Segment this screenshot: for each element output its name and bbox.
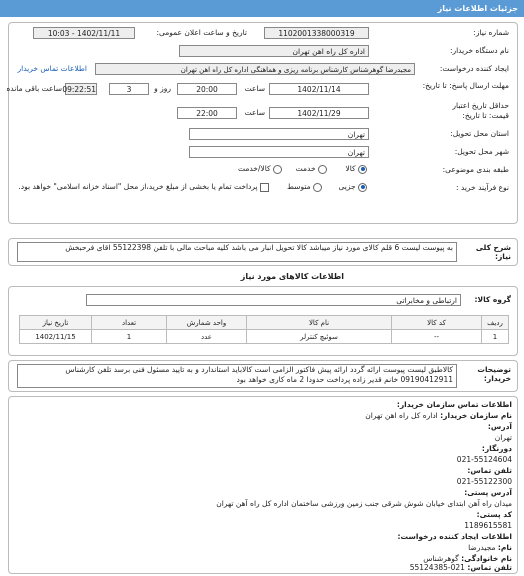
contact-phone xyxy=(482,444,512,453)
validity-time-field: 22:00 xyxy=(177,107,237,119)
radio-icon xyxy=(358,165,367,174)
buyer-notes-field: کالاطبق لیست پیوست ارائه گردد ارائه پیش فاکتور الزامی است کالاباید استاندارد و به تایید مسئول فنی برسد تلفن کارشناس 09190412911 خانم قدیر زاده پرداخت حدودا 2 ماه کاری خواهد بود xyxy=(17,364,457,388)
buyer-notes-label: توضیحات خریدار: xyxy=(477,365,511,383)
validity-time-label: ساعت xyxy=(244,108,265,117)
purchase-option-medium[interactable] xyxy=(287,182,322,192)
contact-title: اطلاعات تماس سازمان خریدار: xyxy=(396,400,512,409)
summary-field: به پیوست لیست 6 قلم کالای مورد نیاز میباشد کالا تحویل انبار می باشد کلیه مباحث مالی با تلفن 55122398 اقای فرحبخش xyxy=(17,242,457,262)
purchase-type-label: نوع فرآیند خرید : xyxy=(455,183,509,192)
goods-panel xyxy=(8,286,518,356)
creator-family-value: گوهرشناس xyxy=(423,554,459,563)
summary-panel xyxy=(8,238,518,266)
creator-family xyxy=(423,554,512,563)
announce-date-field: 1402/11/11 - 10:03 xyxy=(33,27,135,39)
summary-label: شرح کلی نیاز: xyxy=(475,243,511,261)
table-header-row xyxy=(20,316,509,330)
goods-table xyxy=(19,315,509,344)
need-info-panel xyxy=(8,22,518,224)
contact-org-value: اداره کل راه اهن تهران xyxy=(365,411,438,420)
days-field: 3 xyxy=(109,83,149,95)
column-header: تاریخ نیاز xyxy=(20,316,92,330)
table-cell: -- xyxy=(392,330,482,344)
category-option-service[interactable] xyxy=(296,164,327,174)
contact-zip-label: کد پستی: xyxy=(476,510,512,519)
category-option-label: کالا/خدمت xyxy=(237,164,271,173)
need-number-label: شماره نیاز: xyxy=(473,28,509,37)
column-header: تعداد xyxy=(92,316,167,330)
city-field: تهران xyxy=(189,146,369,158)
contact-address-label: آدرس: xyxy=(487,422,512,431)
category-option-label: کالا xyxy=(345,164,356,173)
creator-name xyxy=(468,543,512,552)
buyer-field: اداره کل راه اهن تهران xyxy=(179,45,369,57)
validity-label-2: قیمت: تا تاریخ: xyxy=(462,111,509,120)
contact-phone-label: دورنگار: xyxy=(481,444,512,453)
page-header xyxy=(0,0,524,17)
creator-tel-label: تلفن تماس: xyxy=(467,563,512,572)
reply-time-field: 20:00 xyxy=(177,83,237,95)
buyer-notes-panel xyxy=(8,360,518,392)
contact-postal-label: آدرس پستی: xyxy=(464,488,512,497)
contact-address xyxy=(488,422,512,431)
contact-org-label: نام سازمان خریدار: xyxy=(440,411,512,420)
goods-group-field: ارتباطی و مخابراتی xyxy=(86,294,461,306)
city-label: شهر محل تحویل: xyxy=(454,147,509,156)
purchase-option-label: جزیی xyxy=(338,182,356,191)
reply-deadline-label: مهلت ارسال پاسخ: تا تاریخ: xyxy=(422,81,509,90)
days-label: روز و xyxy=(154,84,171,93)
category-label: طبقه بندی موضوعی: xyxy=(442,165,509,174)
radio-icon xyxy=(273,165,282,174)
contact-org xyxy=(365,411,512,420)
contact-fax-value: 021-55122300 xyxy=(456,477,512,486)
category-option-label: خدمت xyxy=(295,164,316,173)
page-title: جزئیات اطلاعات نیاز xyxy=(437,4,518,13)
treasury-note: پرداخت تمام یا بخشی از مبلغ خرید،از محل "اسناد خزانه اسلامی" خواهد بود. xyxy=(18,182,258,191)
contact-fax-label: تلفن تماس: xyxy=(467,466,512,475)
creator-name-label: نام: xyxy=(497,543,512,552)
table-cell: سوئیچ کنترلر xyxy=(247,330,392,344)
category-option-goods[interactable] xyxy=(345,164,367,174)
remaining-label: ساعت باقی مانده xyxy=(6,84,62,93)
creator-label: ایجاد کننده درخواست: xyxy=(439,64,509,73)
creator-field: مجیدرضا گوهرشناس کارشناس برنامه ریزی و هماهنگی اداره کل راه اهن تهران xyxy=(95,63,415,75)
checkbox-icon xyxy=(260,183,269,192)
need-number-field: 1102001338000319 xyxy=(264,27,369,39)
goods-group-label: گروه کالا: xyxy=(474,295,511,304)
contact-zip-value: 1189615581 xyxy=(464,521,512,530)
column-header: ردیف xyxy=(482,316,509,330)
contact-zip xyxy=(477,510,512,519)
buyer-contact-link[interactable]: اطلاعات تماس خریدار xyxy=(17,64,87,73)
table-cell: عدد xyxy=(167,330,247,344)
table-cell: 1 xyxy=(92,330,167,344)
purchase-option-label: متوسط xyxy=(287,182,311,191)
province-field: تهران xyxy=(189,128,369,140)
goods-title: اطلاعات کالاهای مورد نیاز xyxy=(240,272,344,281)
contact-fax xyxy=(467,466,512,475)
remaining-time-field: 09:22:51 xyxy=(62,85,96,94)
radio-icon xyxy=(358,183,367,192)
column-header: نام کالا xyxy=(247,316,392,330)
contact-address-value: تهران xyxy=(494,433,512,442)
column-header: کد کالا xyxy=(392,316,482,330)
creator-info-title: اطلاعات ایجاد کننده درخواست: xyxy=(397,532,512,541)
reply-time-label: ساعت xyxy=(244,84,265,93)
buyer-label: نام دستگاه خریدار: xyxy=(449,46,509,55)
announce-date-label: تاریخ و ساعت اعلان عمومی: xyxy=(156,28,247,37)
treasury-checkbox[interactable] xyxy=(18,182,269,192)
creator-tel-value: 021-55124385 xyxy=(409,563,465,572)
creator-name-value: مجیدرضا xyxy=(468,543,496,552)
table-row[interactable] xyxy=(20,330,509,344)
radio-icon xyxy=(313,183,322,192)
contact-phone-value: 021-55124604 xyxy=(456,455,512,464)
contact-postal-value: میدان راه آهن ابتدای خیابان شوش شرقی جنب زمین ورزشی ساختمان اداره کل راه آهن تهران xyxy=(216,499,512,508)
contact-postal xyxy=(464,488,512,497)
radio-icon xyxy=(318,165,327,174)
reply-date-field: 1402/11/14 xyxy=(269,83,369,95)
table-cell: 1402/11/15 xyxy=(20,330,92,344)
creator-tel xyxy=(410,563,512,572)
purchase-option-minor[interactable] xyxy=(338,182,367,192)
validity-date-field: 1402/11/29 xyxy=(269,107,369,119)
province-label: استان محل تحویل: xyxy=(450,129,509,138)
validity-label-1: حداقل تاریخ اعتبار xyxy=(452,101,509,110)
category-option-both[interactable] xyxy=(238,164,282,174)
creator-family-label: نام خانوادگی: xyxy=(461,554,512,563)
column-header: واحد شمارش xyxy=(167,316,247,330)
contact-panel xyxy=(8,396,518,574)
table-cell: 1 xyxy=(482,330,509,344)
